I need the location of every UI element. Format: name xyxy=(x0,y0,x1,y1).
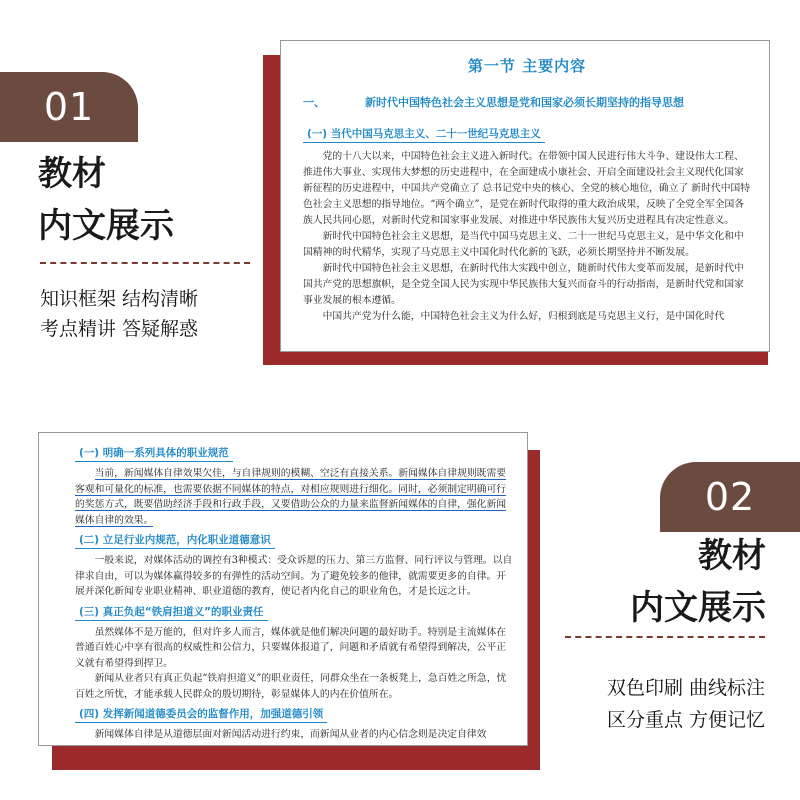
paragraph: 新闻媒体自律是从道德层面对新闻活动进行约束，而新闻从业者的内心信念则是决定自律效 xyxy=(94,729,487,740)
paragraph: 一般来说，对媒体活动的调控有3种模式：受众诉愿的压力、第三方监督、同行评议与管理。以自律求自由，可以为媒体赢得较多的有弹性的活动空间。为了避免较多的他律，就需要更多的自律。开展并深化新闻专业职业精神、职业道德的教育，使记者内化自己的职业角色，才是长远之计。 xyxy=(75,555,513,597)
feature-list-01 xyxy=(40,284,198,344)
page-main-heading xyxy=(303,94,751,110)
section-heading-02 xyxy=(556,530,766,634)
heading-number: 一、 xyxy=(303,96,325,109)
page-sub-heading: (三) 真正负起“铁肩担道义”的职业责任 xyxy=(75,604,268,621)
book-page-sample-01 xyxy=(280,40,770,352)
feature-line: 区分重点 方便记忆 xyxy=(606,709,765,731)
heading-line-1: 教材 xyxy=(698,536,766,576)
heading-line-2: 内文展示 xyxy=(630,588,766,628)
section-number-badge-02: 02 xyxy=(660,462,800,532)
page-section-title: 第一节 主要内容 xyxy=(467,57,587,75)
book-page-sample-02 xyxy=(38,432,528,746)
feature-line: 考点精讲 答疑解惑 xyxy=(40,318,199,340)
heading-text: 新时代中国特色社会主义思想是党和国家必须长期坚持的指导思想 xyxy=(365,96,684,109)
heading-line-1: 教材 xyxy=(38,154,106,194)
feature-line: 双色印刷 曲线标注 xyxy=(606,677,765,699)
section-heading-01 xyxy=(38,148,238,252)
dashed-divider xyxy=(565,636,765,638)
paragraph: 中国共产党为什么能，中国特色社会主义为什么好，归根到底是马克思主义行，是中国化时代 xyxy=(322,311,725,322)
section-number-badge-01: 01 xyxy=(0,72,138,142)
dashed-divider xyxy=(40,262,250,264)
page-sub-heading: (四) 发挥新闻道德委员会的监督作用，加强道德引领 xyxy=(75,706,327,723)
page-body xyxy=(303,149,751,325)
feature-list-02 xyxy=(560,672,765,736)
paragraph: 新闻从业者只有真正负起“铁肩担道义”的职业责任，同群众坐在一条板凳上，急百姓之所急，忧百姓之所忧，才能承载人民群众的殷切期待，彰显媒体人的内在价值所在。 xyxy=(75,673,507,700)
heading-line-2: 内文展示 xyxy=(38,206,174,246)
page-sub-heading: (一) 明确一系列具体的职业规范 xyxy=(75,445,233,462)
feature-line: 知识框架 结构清晰 xyxy=(40,288,199,310)
underlined-text: 当前，新闻媒体自律效果欠佳，与自律规则的模糊、空泛有直接关系。新闻媒体自律规则既需要客观和可量化的标准，也需要依据不同媒体的特点，对相应规则进行细化。同时，必须制定明确可行的奖惩方式，既要借助经济手段和行政手段，又要借助公众的力量来监督新闻媒体的自律，强化新闻媒体自律的效果。 xyxy=(75,468,507,526)
page-sub-heading: (二) 立足行业内规范，内化职业道德意识 xyxy=(75,532,275,549)
page-sub-heading: (一) 当代中国马克思主义、二十一世纪马克思主义 xyxy=(303,126,545,143)
paragraph: 新时代中国特色社会主义思想，是当代中国马克思主义、二十一世纪马克思主义，是中华文化和中国精神的时代精华，实现了马克思主义中国化时代化新的飞跃，必须长期坚持并不断发展。 xyxy=(303,231,744,258)
paragraph: 新时代中国特色社会主义思想，在新时代伟大实践中创立，随新时代伟大变革而发展，是新时代中国共产党的思想旗帜，是全党全国人民为实现中华民族伟大复兴而奋斗的行动指南，是新时代党和国家事业发展的根本遵循。 xyxy=(303,263,744,306)
paragraph: 虽然媒体不是万能的，但对许多人而言，媒体就是他们解决问题的最好助手。特别是主流媒体在普通百姓心中享有很高的权威性和公信力，只要媒体报道了，问题和矛盾就有希望得到解决，公平正义就有希望得到捍卫。 xyxy=(75,626,507,669)
paragraph xyxy=(75,466,515,528)
paragraph: 党的十八大以来，中国特色社会主义进入新时代。在带领中国人民进行伟大斗争、建设伟大工程、推进伟大事业、实现伟大梦想的历史进程中，在全面建成小康社会、开启全面建设社会主义现代化国家新征程的历史进程中，中国共产党确立了 总书记党中央的核心、全党的核心地位，确立了 新时代中国特色社会主义思想的指导地位。“两个确立”，是党在新时代取得的重大政治成果，反映了全党全军全国各族人民共同心愿，对新时代党和国家事业发展、对推进中华民族伟大复兴历史进程具有决定性意义。 xyxy=(303,151,751,226)
